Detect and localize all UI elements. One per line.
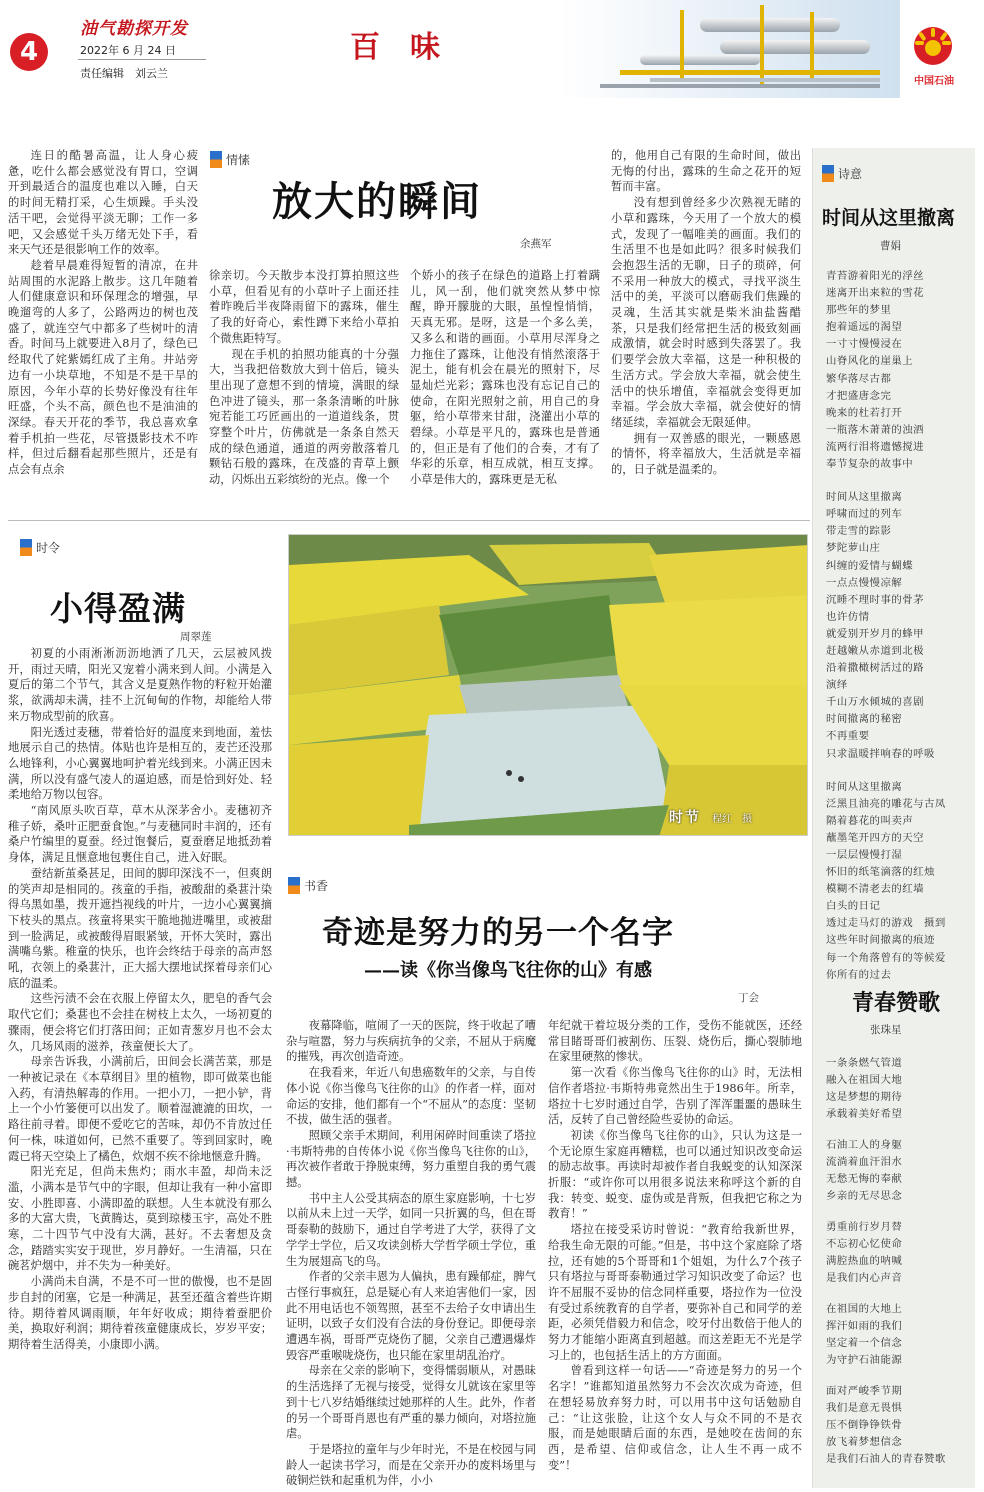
issue-date: 2022年 6 月 24 日 xyxy=(80,44,176,57)
poem-line: 不再重要 xyxy=(826,730,870,743)
tag-bar-icon xyxy=(288,877,300,894)
article2-title: 小得盈满 xyxy=(50,589,186,628)
poem-line: 融入在祖国大地 xyxy=(826,1074,903,1086)
article1-section-tag xyxy=(210,151,250,168)
article2-author: 周翠莲 xyxy=(180,631,212,643)
article1-column-1 xyxy=(8,148,198,500)
poem-line: 我们是意无畏惧 xyxy=(826,1402,903,1414)
poem2-author: 张珠星 xyxy=(870,1024,902,1036)
poem-line: 一条条燃气管道 xyxy=(826,1057,903,1069)
poem-line: 一层层慢慢打湿 xyxy=(826,849,903,861)
poem-line: 流淌着血汗泪水 xyxy=(826,1156,903,1168)
paragraph: 于是塔拉的童年与少年时光，不是在校园与同龄人一起读书学习，而是在父亲开办的废料场里与破铜烂铁和起重机为伴，小小 xyxy=(286,1442,536,1488)
header-rule xyxy=(78,59,206,60)
photo-credit: 程红 摄 xyxy=(712,814,753,825)
article3-title: 奇迹是努力的另一个名字 xyxy=(322,915,674,951)
poem-line: 奉节复杂的故事中 xyxy=(826,458,914,471)
poem-line: 晚来的杜若打开 xyxy=(826,406,903,419)
poem2-stanza-3 xyxy=(826,1219,972,1287)
paragraph: 阳光透过麦穗，带着恰好的温度来到地面，羞怯地展示自己的热情。体贴也许是相互的，麦芒还没那么地锋利，小心翼翼地呵护着光线到来。小满正因未满，所以没有盛气凌人的逼迫感，而是恰到好处、轻柔地给万物以包容。 xyxy=(8,725,272,802)
poem-line: 坚定着一个信念 xyxy=(826,1337,903,1349)
poem2-stanza-2 xyxy=(826,1137,972,1205)
poem-line: 放飞着梦想信念 xyxy=(826,1436,903,1448)
photo-caption xyxy=(669,807,752,827)
tag-label: 书香 xyxy=(304,879,329,893)
poem1-stanza-3 xyxy=(826,779,972,984)
paragraph: 初夏的小雨淅淅沥沥地洒了几天，云层被风拨开，雨过天晴，阳光又宠着小满来到人间。小满是入夏后的第二个节气，其含义是夏熟作物的籽粒开始灌浆，欲满却未满，挂不上沉甸甸的作物，却能给人带来万物成型前的欣喜。 xyxy=(8,647,272,723)
rapeseed-field-image xyxy=(289,535,808,836)
article2-section-tag xyxy=(20,539,60,556)
poem-line: 满腔热血的呐喊 xyxy=(826,1255,903,1267)
poem1-author: 曹娟 xyxy=(880,240,901,252)
field-photo xyxy=(288,534,808,836)
poem1-section-tag xyxy=(822,165,862,182)
poem-line: 时间从这里撤离 xyxy=(826,780,903,793)
article1-title: 放大的瞬间 xyxy=(272,178,482,225)
poem-line: 抱着遥远的渴望 xyxy=(826,321,903,334)
paragraph: 夜幕降临，喧闹了一天的医院，终于收起了嘈杂与喧嚣，努力与疾病抗争的父亲，不屈从于病魔的摧残，再次创造奇迹。 xyxy=(286,1019,536,1064)
tag-bar-icon xyxy=(20,539,32,556)
page-number-badge: 4 xyxy=(10,33,48,71)
paper-name: 油气勘探开发 xyxy=(80,19,188,39)
paragraph: 作者的父亲丰恩为人偏执，患有躁郁症，脾气古怪行事疯狂，总是疑心有人来迫害他们一家，因此不用电话也不领驾照，甚至不去给子女申请出生证明，以致子女们没有合法的身份登记。即便母亲遭遇车祸，哥哥严克烧伤了腿，父亲自己遭遇爆炸毁容严重喉咙烧伤，也只能在家里胡乱治疗。 xyxy=(286,1270,536,1362)
article3-column-2 xyxy=(548,1018,802,1488)
poem-line: 山脊风化的崖巢上 xyxy=(826,355,914,368)
poem-line: 怀旧的纸笔滴落的红烛 xyxy=(826,866,935,879)
tag-label: 时令 xyxy=(36,541,61,555)
article1-column-4 xyxy=(611,148,801,500)
poem1-body xyxy=(826,268,972,1000)
paragraph: 母亲告诉我，小满前后，田间会长满苦菜，那是一种被记录在《本草纲目》里的植物，即可做菜也能入药，有清热解毒的作用。一把小刀，一把小铲，背上一个小竹篓便可以出发了。顺着湿漉漉的田坎，一路往前寻着。即便不爱吃它的苦味，却仍不肯放过任何一株，味道如何，已然不重要了。等到回家时，晚霞已将天空染上了橘色，炊烟不疾不徐地惬意升腾。 xyxy=(8,1055,272,1163)
pipeline-illustration xyxy=(560,0,900,98)
article2-body xyxy=(8,646,272,1486)
poem-line: 在祖国的大地上 xyxy=(826,1303,903,1315)
poem-line: 泛黑且油亮的雕花与古凤 xyxy=(826,797,946,810)
poem-line: 勇重前行岁月替 xyxy=(826,1221,903,1233)
poem2-stanza-5 xyxy=(826,1383,972,1468)
article3-subtitle: ——读《你当像鸟飞往你的山》有感 xyxy=(364,960,652,981)
tag-label: 诗意 xyxy=(838,167,863,181)
paragraph: “南风原头吹百草，草木从深茅舍小。麦穗初齐稚子娇，桑叶正肥蚕食饱。”与麦穗同时丰润的，还有桑户竹编里的夏蚕。经过饱餐后，夏蚕磨足地抵劲着身体，满足且惬意地包裹住自己，进入好眠。 xyxy=(8,804,272,865)
poem-line: 这些年时间撤离的痕迹 xyxy=(826,934,935,947)
poem-line: 白头的日记 xyxy=(826,900,881,913)
tag-bar-icon xyxy=(822,165,834,182)
brand-name: 中国石油 xyxy=(914,76,954,87)
poem-line: 梦陀萝山庄 xyxy=(826,542,881,555)
article1-column-3 xyxy=(410,268,600,500)
poem-line: 就爱别开岁月的蜂甲 xyxy=(826,627,925,640)
article1-column-2 xyxy=(209,268,399,500)
poem2-body xyxy=(826,1055,972,1468)
poem-line: 承载着美好希望 xyxy=(826,1108,903,1120)
poem-line: 千山万水倾城的喜剧 xyxy=(826,696,925,709)
paragraph: 个娇小的孩子在绿色的道路上打着蹒儿，风一刮，他们就突然从梦中惊醒，睁开朦胧的大眼，虽惶惶悄悄，天真无邪。是呀，这是一个多么美，又多么和谐的画面。小草用尽浑身之力拖住了露珠，让他没有悄然滚落于泥土，能有机会在晨光的照射下，尽显灿烂光彩；露珠也没有忘记自己的使命，在阳光照射之前，用自己的身躯，给小草带来甘甜，浇灌出小草的碧绿。小草是平凡的，露珠也是普通的，但正是有了他们的合奏，才有了华彩的乐章，相互成就，相互支撑。小草是伟大的，露珠更是无私 xyxy=(410,269,600,487)
poem-line: 是我们石油人的青春赞歌 xyxy=(826,1453,946,1465)
paragraph: 照顾父亲手术期间，利用闲碎时间重读了塔拉·韦斯特弗的自传体小说《你当像鸟飞往你的山》，再次被作者敢于挣脱束缚，努力重塑自我的勇气震撼。 xyxy=(286,1128,536,1190)
poem1-stanza-2 xyxy=(826,489,972,763)
paragraph: 连日的酷暑高温，让人身心疲惫，吃什么都会感觉没有胃口，空调开到最适合的温度也难以入睡，白天的时间无精打采，心生烦躁。手头没活干吧，会觉得平淡无聊；工作一多吧，又会感觉千头万绪无处下手，看来天气还是很影响工作的效率。 xyxy=(8,149,198,257)
paragraph: 阳光充足，但尚未焦灼；雨水丰盈，却尚未泛滥，小满本是节气中的字眼，但却让我有一种小富即安、小胜即喜、小满即盈的联想。人生本就没有那么多的大富大贵，飞黄腾达，莫到琼楼玉宇，高处不胜寒，二十四节气中没有大满，甚好。不去奢想及贪念，踏踏实实安于现世，岁月静好。一生清福，只在碗茗炉烟中，并不失为一种美好。 xyxy=(8,1165,272,1273)
section-title: 百 味 xyxy=(350,30,440,65)
poem-line: 纠缠的爱情与蝴蝶 xyxy=(826,559,914,572)
poem1-title: 时间从这里撤离 xyxy=(822,207,956,229)
tag-label: 情愫 xyxy=(226,153,251,167)
article3-column-1 xyxy=(286,1018,536,1488)
paragraph: 趁着早晨难得短暂的清凉，在井站周围的水泥路上散步。这几年随着人们健康意识和环保理念的增强，早晚遛弯的人多了，公路两边的树也茂盛了，就连空气中都多了些树叶的清香。时间马上就要进入8月了，绿色已经取代了姹紫嫣红成了主角。井站旁边有一小块草地，不知是不是干旱的原因，今年小草的长势好像没有往年旺盛，个头不高，颜色也不是油油的深绿。春天开花的季节，我总喜欢拿着手机拍一些花，尽管摄影技术不咋样，但过后翻看起那些照片，还是有点会有点余 xyxy=(8,258,198,477)
poem-line: 模糊不清老去的红墙 xyxy=(826,883,925,896)
poem-line: 时间撤离的秘密 xyxy=(826,713,903,726)
paragraph: 塔拉在接受采访时曾说：“教育给我新世界，给我生命无限的可能。”但是，书中这个家庭除了塔拉，还有她的5个哥哥和1个姐姐，为什么7个孩子只有塔拉与哥哥泰勒通过学习知识改变了命运？也许不屈服不妥协的信念同样重要，塔拉作为一位没有受过系统教育的自学者，要弥补自己和同学的差距，必须凭借毅力和信念，咬牙付出数倍于他人的努力才能缩小距离直到超越。而这差距无不光是学习上的，也包括生活上的方方面面。 xyxy=(548,1223,802,1362)
poem-line: 沉睡不理时事的骨茅 xyxy=(826,593,925,606)
poem-line: 这是梦想的期待 xyxy=(826,1091,903,1103)
editor-credit: 责任编辑 刘云兰 xyxy=(80,67,168,80)
paragraph: 曾看到这样一句话——“奇迹是努力的另一个名字！”谁都知道虽然努力不会次次成为奇迹，但在想轻易放弃努力时，可以用书中这句话勉励自己：“让这张脸，让这个女人与众不同的不是衣服，而是她眼睛后面的东西，是她咬在齿间的东西，是希望、信仰或信念，让人生不再一成不变”！ xyxy=(548,1364,802,1472)
poem-line: 挥汗如雨的我们 xyxy=(826,1320,903,1332)
paragraph: 的，他用自己有限的生命时间，做出无悔的付出，露珠的生命之花开的短暂而丰富。 xyxy=(611,149,801,194)
paragraph: 母亲在父亲的影响下，变得懦弱顺从，对愚昧的生活选择了无视与接受，觉得女儿就该在家里等到十七八岁结婚继续过她那样的人生。此外，作者的另一个哥哥肖恩也有严重的暴力倾向，对塔拉施虐。 xyxy=(286,1364,536,1441)
poem-line: 呼啸而过的列车 xyxy=(826,508,903,521)
poem-line: 演绎 xyxy=(826,679,848,692)
poem-line: 一点点慢慢凉解 xyxy=(826,576,903,589)
paragraph: 蚕结新茧桑甚足，田间的脚印深浅不一，但爽朗的笑声却是相同的。孩童的手指，被酸甜的桑葚汁染得乌黑如墨，拨开遮挡视线的叶片，一边小心翼翼摘下枝头的黑点。孩童将果实干脆地抛进嘴里，或被甜到一脸满足，或被酸得眉眼紧皱，开怀大笑时，露出满嘴乌紫。稚童的快乐，也许会终结于母亲的高声怒吼，衣领上的桑葚汁，正大摇大摆地试探着母亲们心底的温柔。 xyxy=(8,866,272,990)
paragraph: 这些污渍不会在衣服上停留太久，肥皂的香气会取代它们；桑葚也不会挂在树枝上太久，一场初夏的骤雨，便会将它们打落田间；正如青葱岁月也不会太久，几场风雨的滋养，孩童便长大了。 xyxy=(8,992,272,1053)
poem-line: 那些年的梦里 xyxy=(826,304,892,317)
poem2-stanza-4 xyxy=(826,1301,972,1369)
poem-line: 是我们内心声音 xyxy=(826,1272,903,1284)
paragraph: 书中主人公受其病态的原生家庭影响，十七岁以前从未上过一天学，如同一只折翼的鸟，但在哥哥泰勒的鼓励下，通过自学考进了大学，获得了文学学士学位，后又攻读剑桥大学哲学硕士学位，重生为展翅高飞的鸟。 xyxy=(286,1191,536,1268)
tag-bar-icon xyxy=(210,151,222,168)
paragraph: 第一次看《你当像鸟飞往你的山》时，无法相信作者塔拉·韦斯特弗竟然出生于1986年。所幸，塔拉十七岁时通过自学，告别了浑浑噩噩的愚昧生活，反转了自己曾经险些妥协的命运。 xyxy=(548,1066,802,1127)
paragraph: 徐亲切。今天散步本没打算拍照这些小草，但看见有的小草叶子上面还挂着昨晚后半夜降雨留下的露珠，催生了我的好奇心，索性蹲下来给小草拍个微焦距特写。 xyxy=(209,269,399,345)
poem-line: 赶越嫩从赤道到北极 xyxy=(826,644,925,657)
poem-line: 面对严峻季节期 xyxy=(826,1385,903,1397)
poem-line: 沿着撒橄树活过的路 xyxy=(826,662,925,675)
poem-line: 蘸墨笔开四方的天空 xyxy=(826,831,925,844)
paragraph: 没有想到曾经多少次熟视无睹的小草和露珠，今天用了一个放大的模式，发现了一幅唯美的画面。我们的生活里不也是如此吗？很多时候我们会抱怨生活的无聊，日子的琐碎，何不采用一种放大的模式，寻找平淡生活中的美，平淡可以磨砺我们焦躁的灵魂，生活其实就是柴米油盐酱醋茶，只是我们经常把生活的极致刻画成激情，就会时时感到失落罢了。我们要学会放大幸福，这是一种积极的生活方式。学会放大幸福，就会使生活中的快乐增值，幸福就会变得更加幸福。学会放大幸福，就会使好的情绪延续，幸福就会无限延伸。 xyxy=(611,196,801,429)
poem-line: 青苔游着阳光的浮丝 xyxy=(826,270,925,282)
photo-caption-title: 时节 xyxy=(669,810,701,826)
poem2-title: 青春赞歌 xyxy=(852,990,941,1016)
page-header xyxy=(0,0,984,100)
poem-line: 时间从这里撤离 xyxy=(826,491,903,504)
paragraph: 拥有一双善感的眼光，一颗感恩的情怀，将幸福放大，生活就是幸福的，日子就是温柔的。 xyxy=(611,431,801,477)
poem-line: 带走雪的踪影 xyxy=(826,525,892,538)
poem-line: 也许仿情 xyxy=(826,610,870,623)
paragraph: 初读《你当像鸟飞往你的山》，只认为这是一个无论原生家庭再糟糕，也可以通过知识改变命运的励志故事。再读时却被作者自我蜕变的认知深深折服：“或许你可以用很多说法来称呼这个新的自我：转变、蜕变、虚伪或是背叛，但我把它称之为教育！” xyxy=(548,1128,802,1221)
poem-line: 才把盛唐念完 xyxy=(826,389,892,402)
divider-line xyxy=(8,520,810,521)
paragraph: 年纪就干着垃圾分类的工作，受伤不能就医，还经常目睹哥哥们被割伤、压裂、烧伤后，撕心裂肺地在家里硬熬的惨状。 xyxy=(548,1019,802,1064)
poem-line: 压不倒铮铮铁骨 xyxy=(826,1419,903,1431)
poem-line: 乡亲的无尽思念 xyxy=(826,1190,903,1202)
article3-author: 丁会 xyxy=(738,992,759,1004)
poem-line: 你所有的过去 xyxy=(826,968,892,981)
poem-line: 隔着暮花的叫卖声 xyxy=(826,814,914,827)
poem-line: 为守护石油能源 xyxy=(826,1354,903,1366)
poem-line: 透过走马灯的游戏 摄到 xyxy=(826,917,946,930)
poem1-stanza-1 xyxy=(826,268,972,473)
paragraph: 小满尚未自满，不是不可一世的傲慢，也不是固步自封的闭塞，它是一种满足，甚至还蕴含着些许期待。期待着风调雨顺，年年好收成；期待着蚕肥价美，换取好利润；期待着孩童健康成长，岁岁平安；期待着生活得美，小康即小满。 xyxy=(8,1275,272,1351)
petrochina-logo-icon xyxy=(912,25,954,67)
poem-line: 一寸寸慢慢浸在 xyxy=(826,338,903,351)
poem-line: 不忘初心忆使命 xyxy=(826,1238,903,1250)
poem-line: 流两行泪将遗憾搅进 xyxy=(826,440,925,453)
paragraph: 在我看来，年近八旬患癌数年的父亲，与自传体小说《你当像鸟飞往你的山》的作者一样，面对命运的安排，他们都有一个“不屈从”的态度：坚韧不拔，做生活的强者。 xyxy=(286,1066,536,1127)
poem-line: 每一个角落曾有的等候爱 xyxy=(826,951,946,964)
article3-section-tag xyxy=(288,877,328,894)
poem-line: 一瓶落木萧萧的浊酒 xyxy=(826,423,925,436)
poem-line: 繁华落尽古都 xyxy=(826,372,892,385)
poem-line: 石油工人的身躯 xyxy=(826,1139,903,1151)
paragraph: 现在手机的拍照功能真的十分强大，当我把倍数放大到十倍后，镜头里出现了意想不到的情境，满眼的绿色冲进了镜头，那一条条清晰的叶脉宛若能工巧匠画出的一道道线条，贯穿整个叶片，仿佛就是一条条自然天成的绿色通道，通道的两旁散落着几颗钻石般的露珠，在茂盛的青草上颤动，闪烁出五彩缤纷的光点。像一个 xyxy=(209,347,399,487)
poem-line: 迷离开出来粒的雪花 xyxy=(826,287,925,300)
article1-author: 余燕军 xyxy=(520,238,552,250)
poem-line: 无愁无悔的奉献 xyxy=(826,1173,903,1185)
poem2-stanza-1 xyxy=(826,1055,972,1123)
poem-line: 只求温暖拌响春的呼吸 xyxy=(826,747,935,760)
